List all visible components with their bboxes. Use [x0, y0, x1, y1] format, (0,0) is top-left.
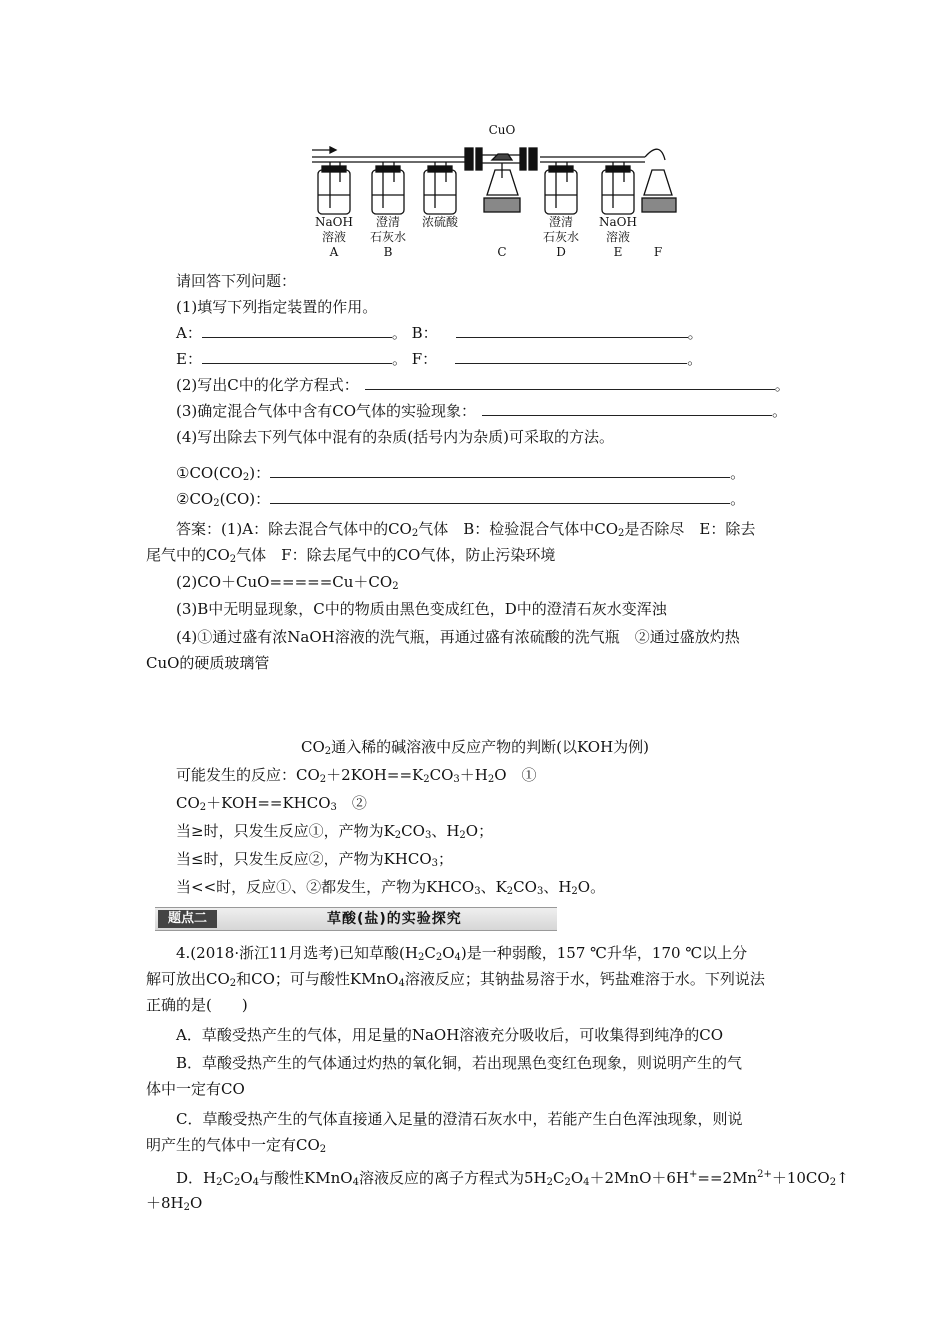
answer-line-1: 答案：(1)A：除去混合气体中的$CO_2$气体 B：检验混合气体中$CO_2$是否除尽 E：除去: [176, 520, 756, 539]
note-reaction-2: $CO_2+KOH==KHCO_3$ ②: [176, 794, 367, 813]
q4-option-d-2: $+8H_2O$: [146, 1194, 203, 1213]
q-part3: (3)确定混合气体中含有CO气体的实验现象： 。: [176, 402, 788, 420]
svg-text:C: C: [497, 245, 507, 259]
answer-blank-2[interactable]: [365, 374, 775, 390]
note-case-2: 当≤时，只发生反应②，产物为$KHCO_3$；: [176, 850, 454, 869]
svg-text:澄清: 澄清: [375, 215, 401, 229]
q-part4-1: $①CO(CO_2)$： 。: [176, 464, 746, 483]
bottle-d: [545, 162, 577, 214]
svg-text:澄清: 澄清: [548, 215, 574, 229]
svg-text:浓硫酸: 浓硫酸: [421, 215, 459, 229]
note-title: $CO_2$通入稀的碱溶液中反应产物的判断(以KOH为例): [300, 738, 650, 757]
q4-option-b-1: B．草酸受热产生的气体通过灼热的氧化铜，若出现黑色变红色现象，则说明产生的气: [176, 1054, 743, 1072]
apparatus-figure: [0, 0, 950, 260]
answer-line-3: $(2)CO+CuO=====Cu+CO_2$: [176, 573, 399, 592]
q-ef-line: E： 。 F： 。: [176, 350, 703, 368]
q-ab-line: A： 。 B： 。: [176, 324, 703, 342]
q4-option-b-2: 体中一定有CO: [146, 1080, 245, 1098]
svg-text:石灰水: 石灰水: [542, 230, 580, 244]
q4-option-d-1: D．$H_2C_2O_4$与酸性KMnO$_4$溶液反应的离子方程式为$5H_2C_2O_4+2MnO+6H^+==2Mn^{2+}+10CO_2↑$: [176, 1169, 849, 1188]
svg-text:NaOH: NaOH: [315, 215, 353, 229]
burner-f: [642, 149, 676, 212]
answer-line-4: (3)B中无明显现象，C中的物质由黑色变成红色，D中的澄清石灰水变浑浊: [176, 600, 667, 618]
note-reaction-1: 可能发生的反应：$CO_2+2KOH==K_2CO_3+H_2O$ ①: [176, 766, 537, 785]
answer-line-6: CuO的硬质玻璃管: [146, 654, 270, 672]
note-case-3: 当<<时，反应①、②都发生，产物为$KHCO_3$、$K_2CO_3$、$H_2O$。: [176, 878, 606, 897]
section-banner: [155, 907, 557, 931]
section-title: 草酸(盐)的实验探究: [327, 911, 462, 927]
answer-line-5: (4)①通过盛有浓NaOH溶液的洗气瓶，再通过盛有浓硫酸的洗气瓶 ②通过盛放灼热: [176, 628, 740, 646]
answer-blank-f[interactable]: [455, 348, 687, 364]
answer-blank-4-2[interactable]: [270, 488, 730, 504]
answer-blank-e[interactable]: [202, 348, 392, 364]
svg-text:D: D: [556, 245, 566, 259]
q-part4-2: $②CO_2(CO)$： 。: [176, 490, 746, 509]
answer-blank-4-1[interactable]: [270, 462, 730, 478]
q-part1: (1)填写下列指定装置的作用。: [176, 298, 378, 316]
svg-text:F: F: [653, 245, 663, 259]
section-tag: 题点二: [158, 910, 217, 928]
note-case-1: 当≥时，只发生反应①，产物为$K_2CO_3$、$H_2O$；: [176, 822, 494, 841]
svg-text:E: E: [613, 245, 623, 259]
svg-text:B: B: [383, 245, 393, 259]
q4-line-3: 正确的是( ): [146, 996, 248, 1014]
q-intro: 请回答下列问题：: [176, 272, 297, 290]
bottle-b: [372, 162, 404, 214]
svg-text:石灰水: 石灰水: [369, 230, 407, 244]
q4-line-2: 解可放出$CO_2$和CO；可与酸性KMnO$_4$溶液反应；其钠盐易溶于水，钙盐难溶于水。下列说法: [146, 970, 765, 989]
bottle-e: [602, 162, 634, 214]
svg-text:NaOH: NaOH: [599, 215, 637, 229]
bottle-a: [318, 162, 350, 214]
q-part2: (2)写出C中的化学方程式： 。: [176, 376, 790, 394]
svg-text:溶液: 溶液: [605, 230, 631, 244]
burner-c: [484, 163, 520, 212]
answer-line-2: 尾气中的$CO_2$气体 F：除去尾气中的CO气体，防止污染环境: [146, 546, 556, 565]
answer-blank-b[interactable]: [456, 322, 688, 338]
cuo-label: CuO: [488, 123, 516, 137]
svg-text:A: A: [329, 245, 339, 259]
q-part4: (4)写出除去下列气体中混有的杂质(括号内为杂质)可采取的方法。: [176, 428, 614, 446]
q4-option-c-2: 明产生的气体中一定有$CO_2$: [146, 1136, 327, 1155]
q4-line-1: 4.(2018·浙江11月选考)已知草酸$(H_2C_2O_4)$是一种弱酸，157 ℃升华，170 ℃以上分: [176, 944, 748, 963]
q4-option-a: A．草酸受热产生的气体，用足量的NaOH溶液充分吸收后，可收集得到纯净的CO: [176, 1026, 724, 1044]
svg-text:溶液: 溶液: [321, 230, 347, 244]
answer-blank-3[interactable]: [482, 400, 772, 416]
bottle-c: [424, 162, 456, 214]
q4-option-c-1: C．草酸受热产生的气体直接通入足量的澄清石灰水中，若能产生白色浑浊现象，则说: [176, 1110, 743, 1128]
answer-blank-a[interactable]: [202, 322, 392, 338]
